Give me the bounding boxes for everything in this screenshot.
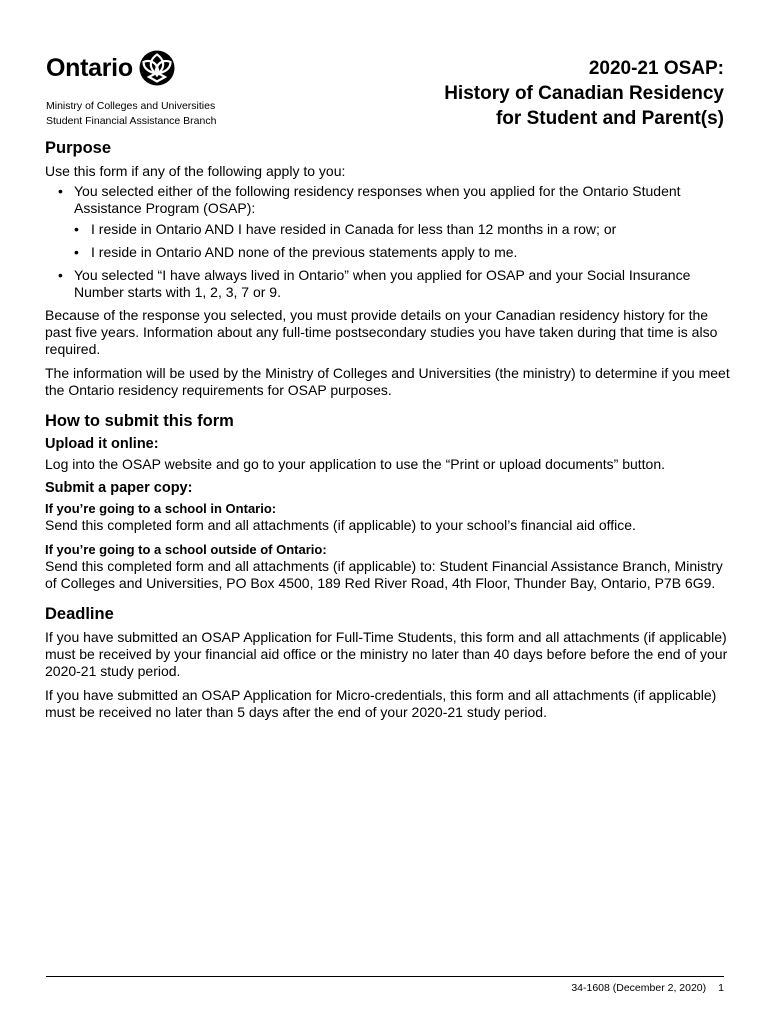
ontario-school-heading: If you’re going to a school in Ontario: [45, 501, 277, 516]
ministry-name: Ministry of Colleges and Universities [46, 100, 216, 112]
list-item [74, 221, 730, 238]
purpose-bullet-1: You selected either of the following residency responses when you applied for the Ontario Student Assistance Program (OSAP): [74, 183, 681, 216]
submit-heading: How to submit this form [45, 412, 234, 430]
form-content [45, 140, 730, 728]
paper-copy-heading: Submit a paper copy: [45, 480, 193, 496]
residency-option-2: I reside in Ontario AND none of the previous statements apply to me. [91, 244, 518, 260]
residency-options-list [74, 221, 730, 261]
purpose-section [45, 140, 730, 399]
footer [571, 982, 724, 994]
purpose-heading: Purpose [45, 139, 112, 157]
residency-option-1: I reside in Ontario AND I have resided in Canada for less than 12 months in a row; or [91, 221, 617, 237]
ontario-logo [46, 50, 175, 86]
list-item [45, 267, 730, 301]
purpose-paragraph-2: The information will be used by the Ministry of Colleges and Universities (the ministry) to determine if you meet the Ontario residency requirements for OSAP purposes. [45, 365, 730, 398]
submit-section [45, 413, 730, 592]
title-line-3: for Student and Parent(s) [495, 108, 724, 129]
outside-school-text: Send this completed form and all attachments (if applicable) to: Student Financial Assistance Branch, Ministry of Colleges and Universities, PO Box 4500, 189 Red River Road, 4th Floor, Thunder Bay, Ontario, P7B 6G9. [45, 558, 723, 591]
form-title [444, 56, 724, 131]
page-number: 1 [718, 982, 724, 994]
deadline-section [45, 606, 730, 721]
ontario-school-text: Send this completed form and all attachments (if applicable) to your school’s financial aid office. [45, 517, 636, 533]
title-line-1: 2020-21 OSAP: [588, 58, 724, 79]
trillium-icon [139, 50, 175, 86]
deadline-heading: Deadline [45, 605, 114, 623]
purpose-paragraph-1: Because of the response you selected, you must provide details on your Canadian residency history for the past five years. Information about any full-time postsecondary studies you have taken during that time is also required. [45, 307, 718, 357]
deadline-paragraph-1: If you have submitted an OSAP Application for Full-Time Students, this form and all attachments (if applicable) must be received by your financial aid office or the ministry no later than 40 days before before the end of your 2020-21 study period. [45, 629, 728, 679]
purpose-bullet-2: You selected “I have always lived in Ontario” when you applied for OSAP and your Social Insurance Number starts with 1, 2, 3, 7 or 9. [74, 267, 691, 300]
footer-divider [46, 976, 724, 977]
logo-wordmark: Ontario [46, 53, 133, 82]
list-item [45, 183, 730, 261]
upload-online-text: Log into the OSAP website and go to your application to use the “Print or upload documents” button. [45, 456, 666, 472]
deadline-paragraph-2: If you have submitted an OSAP Application for Micro-credentials, this form and all attachments (if applicable) must be received no later than 5 days after the end of your 2020-21 study period. [45, 687, 717, 720]
branch-name: Student Financial Assistance Branch [46, 115, 217, 127]
title-line-2: History of Canadian Residency [444, 83, 724, 104]
list-item [74, 244, 730, 261]
ministry-block [46, 99, 216, 129]
purpose-list [45, 183, 730, 301]
upload-online-heading: Upload it online: [45, 436, 159, 452]
outside-school-heading: If you’re going to a school outside of Ontario: [45, 542, 327, 557]
purpose-intro: Use this form if any of the following apply to you: [45, 163, 346, 179]
form-number: 34-1608 (December 2, 2020) [571, 982, 707, 994]
